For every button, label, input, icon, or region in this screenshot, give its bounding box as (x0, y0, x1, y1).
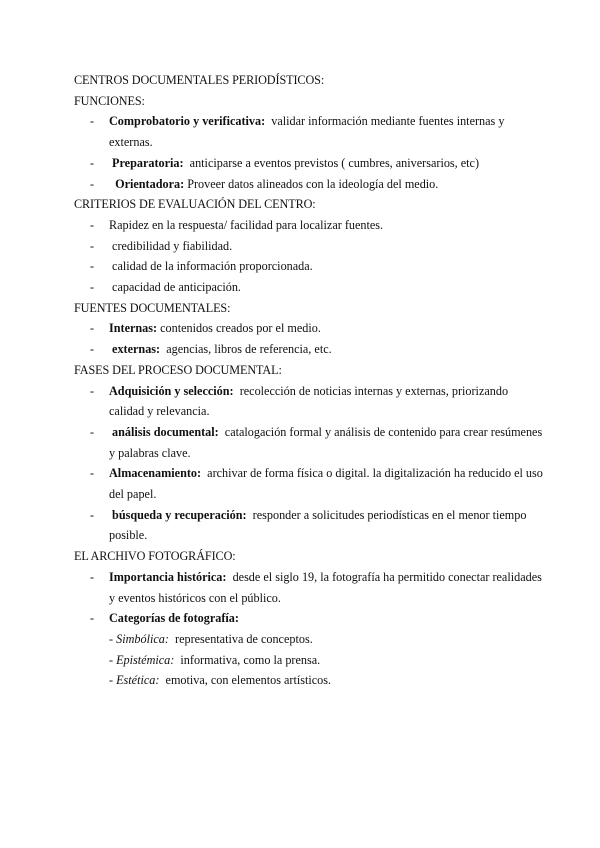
bullet-dash: - (90, 383, 95, 398)
list-item (74, 505, 544, 546)
term: análisis documental: (112, 424, 219, 439)
term: Importancia histórica: (109, 569, 227, 584)
term: Internas: (109, 321, 158, 336)
list-item (74, 463, 544, 504)
sub-bullet: - (109, 631, 117, 646)
bullet-dash: - (90, 507, 95, 522)
bullet-dash: - (90, 176, 95, 191)
term: Preparatoria: (112, 155, 184, 170)
description: responder a solicitudes periodísticas en el menor tiempo posible. (109, 507, 527, 543)
term: externas: (112, 342, 161, 357)
bullet-dash: - (90, 114, 95, 129)
document-title: CENTROS DOCUMENTALES PERIODÍSTICOS: (74, 73, 325, 87)
list-item (74, 215, 544, 236)
list-item (74, 608, 544, 629)
list-item (74, 422, 544, 463)
section-title-archivo: EL ARCHIVO FOTOGRÁFICO: (74, 549, 236, 564)
description: Rapidez en la respuesta/ facilidad para localizar fuentes. (109, 217, 384, 232)
bullet-dash: - (90, 424, 95, 439)
list-item (74, 174, 544, 195)
term: Categorías de fotografía: (109, 611, 239, 626)
description: calidad de la información proporcionada. (112, 259, 313, 274)
list-item (74, 111, 544, 152)
sub-bullet: - (109, 673, 117, 688)
bullet-dash: - (90, 238, 95, 253)
category-item (74, 629, 544, 650)
sub-bullet: - (109, 652, 117, 667)
bullet-dash: - (90, 569, 95, 584)
category-name: Epistémica: (116, 652, 175, 667)
term: Orientadora: (115, 176, 185, 191)
bullet-dash: - (90, 155, 95, 170)
bullet-dash: - (90, 466, 95, 481)
category-description: emotiva, con elementos artísticos. (165, 673, 332, 688)
term: búsqueda y recuperación: (112, 507, 247, 522)
description: Proveer datos alineados con la ideología del medio. (187, 176, 439, 191)
description: agencias, libros de referencia, etc. (166, 342, 332, 357)
category-name: Estética: (116, 673, 160, 688)
bullet-dash: - (90, 259, 95, 274)
section-title-fuentes: FUENTES DOCUMENTALES: (74, 300, 231, 315)
section-title-fases: FASES DEL PROCESO DOCUMENTAL: (74, 362, 282, 377)
description: contenidos creados por el medio. (160, 321, 321, 336)
section-title-criterios: CRITERIOS DE EVALUACIÓN DEL CENTRO: (74, 197, 316, 212)
category-description: informativa, como la prensa. (180, 652, 321, 667)
bullet-dash: - (90, 280, 95, 295)
bullet-dash: - (90, 611, 95, 626)
description: credibilidad y fiabilidad. (112, 238, 233, 253)
category-name: Simbólica: (116, 631, 169, 646)
category-description: representativa de conceptos. (175, 631, 313, 646)
document-page (74, 70, 544, 691)
list-item (74, 256, 544, 277)
bullet-dash: - (90, 342, 95, 357)
description: anticiparse a eventos previstos ( cumbres, aniversarios, etc) (189, 155, 480, 170)
list-item (74, 567, 544, 608)
description: recolección de noticias internas y externas, priorizando calidad y relevancia. (109, 383, 509, 419)
description: desde el siglo 19, la fotografía ha permitido conectar realidades y eventos históricos con el público. (109, 569, 542, 605)
bullet-dash: - (90, 217, 95, 232)
list-item (74, 339, 544, 360)
list-item (74, 381, 544, 422)
bullet-dash: - (90, 321, 95, 336)
term: Comprobatorio y verificativa: (109, 114, 266, 129)
list-item (74, 318, 544, 339)
list-item (74, 277, 544, 298)
description: validar información mediante fuentes internas y externas. (109, 114, 505, 150)
description: capacidad de anticipación. (112, 280, 241, 295)
term: Almacenamiento: (109, 466, 202, 481)
category-item (74, 670, 544, 691)
list-item (74, 153, 544, 174)
description: archivar de forma física o digital. la digitalización ha reducido el uso del papel. (109, 466, 543, 502)
description: catalogación formal y análisis de contenido para crear resúmenes y palabras clave. (109, 424, 543, 460)
term: Adquisición y selección: (109, 383, 234, 398)
list-item (74, 236, 544, 257)
category-item (74, 650, 544, 671)
section-title-funciones: FUNCIONES: (74, 93, 145, 108)
